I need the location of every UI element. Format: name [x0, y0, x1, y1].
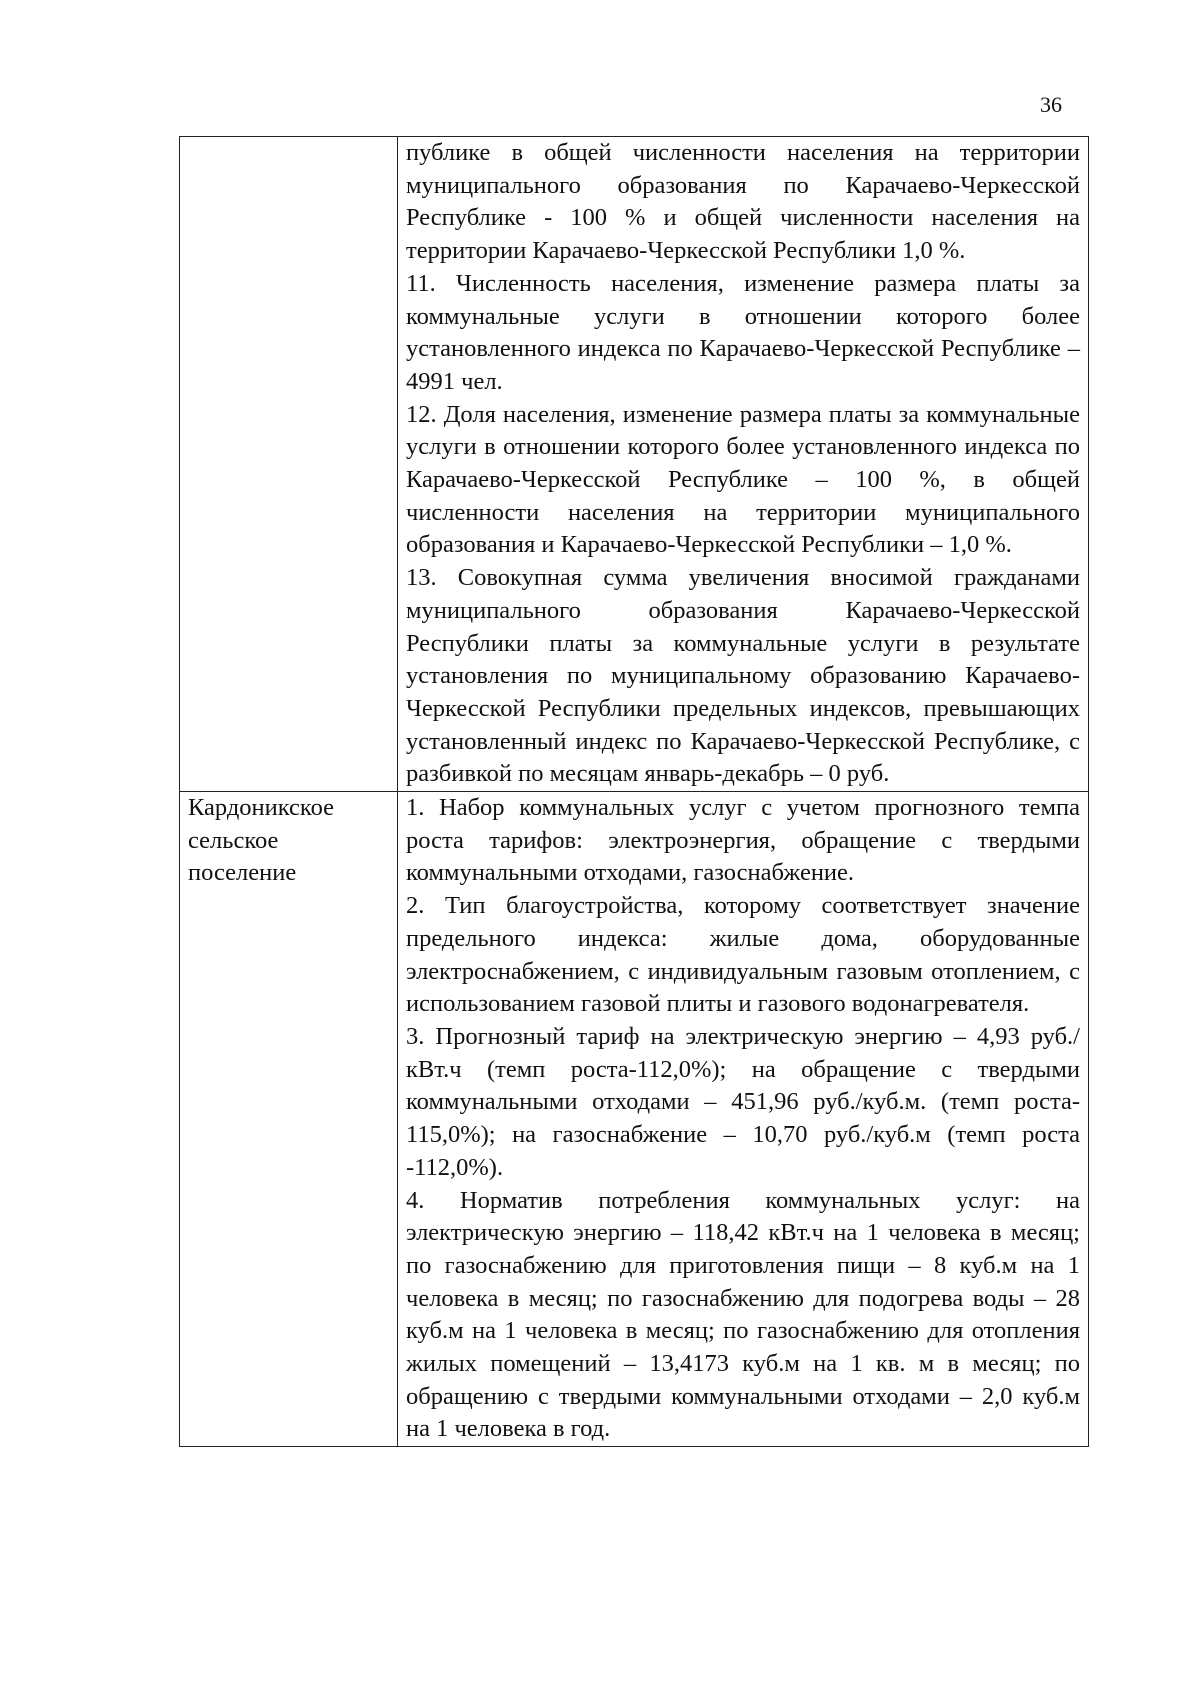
municipality-cell: [180, 137, 398, 792]
tariff-table: [179, 136, 1089, 1447]
paragraph: 3. Прогнозный тариф на электрическую энергию – 4,93 руб./кВт.ч (темп роста-112,0%); на обращение с твердыми коммунальными отходами – 451,96 руб./куб.м. (темп роста- 115,0%); на газоснабжение – 10,70 руб./куб.м (темп роста -112,0%).: [406, 1022, 1080, 1181]
paragraph: публике в общей численности населения на территории муниципального образования по Карачаево-Черкесской Республике - 100 % и общей численности населения на территории Карачаево-Черкесской Республики 1,0 %.: [406, 139, 1080, 265]
paragraph: 13. Совокупная сумма увеличения вносимой гражданами муниципального образования Карачаево-Черкесской Республики платы за коммунальные услуги в результате установления по муниципальному образованию Карачаево-Черкесской Республики предельных индексов, превышающих установленный индекс по Карачаево-Черкесской Республике, с разбивкой по месяцам январь-декабрь – 0 руб.: [406, 564, 1080, 788]
municipality-name-line: Кардоникское: [188, 794, 335, 822]
description-cell: [398, 137, 1089, 792]
municipality-cell: [180, 792, 398, 1447]
municipality-name-line: сельское: [188, 826, 279, 854]
paragraph: 1. Набор коммунальных услуг с учетом прогнозного темпа роста тарифов: электроэнергия, обращение с твердыми коммунальными отходами, газоснабжение.: [406, 794, 1080, 887]
paragraph: 2. Тип благоустройства, которому соответствует значение предельного индекса: жилые дома, оборудованные электроснабжением, с индивидуальным газовым отоплением, с использованием газовой плиты и газового водонагревателя.: [406, 892, 1080, 1018]
description-cell: [398, 792, 1089, 1447]
page-number: 36: [1040, 92, 1062, 117]
municipality-name-line: поселение: [188, 859, 297, 887]
paragraph: 4. Норматив потребления коммунальных услуг: на электрическую энергию – 118,42 кВт.ч на 1 человека в месяц; по газоснабжению для приготовления пищи – 8 куб.м на 1 человека в месяц; по газоснабжению для подогрева воды – 28 куб.м на 1 человека в месяц; по газоснабжению для отопления жилых помещений – 13,4173 куб.м на 1 кв. м в месяц; по обращению с твердыми коммунальными отходами – 2,0 куб.м на 1 человека в год.: [406, 1186, 1080, 1443]
table-row: [180, 137, 1089, 792]
paragraph: 12. Доля населения, изменение размера платы за коммунальные услуги в отношении которого более установленного индекса по Карачаево-Черкесской Республике – 100 %, в общей численности населения на территории муниципального образования и Карачаево-Черкесской Республики – 1,0 %.: [406, 400, 1080, 559]
paragraph: 11. Численность населения, изменение размера платы за коммунальные услуги в отношении которого более установленного индекса по Карачаево-Черкесской Республике – 4991 чел.: [406, 269, 1080, 395]
table-row: [180, 792, 1089, 1447]
